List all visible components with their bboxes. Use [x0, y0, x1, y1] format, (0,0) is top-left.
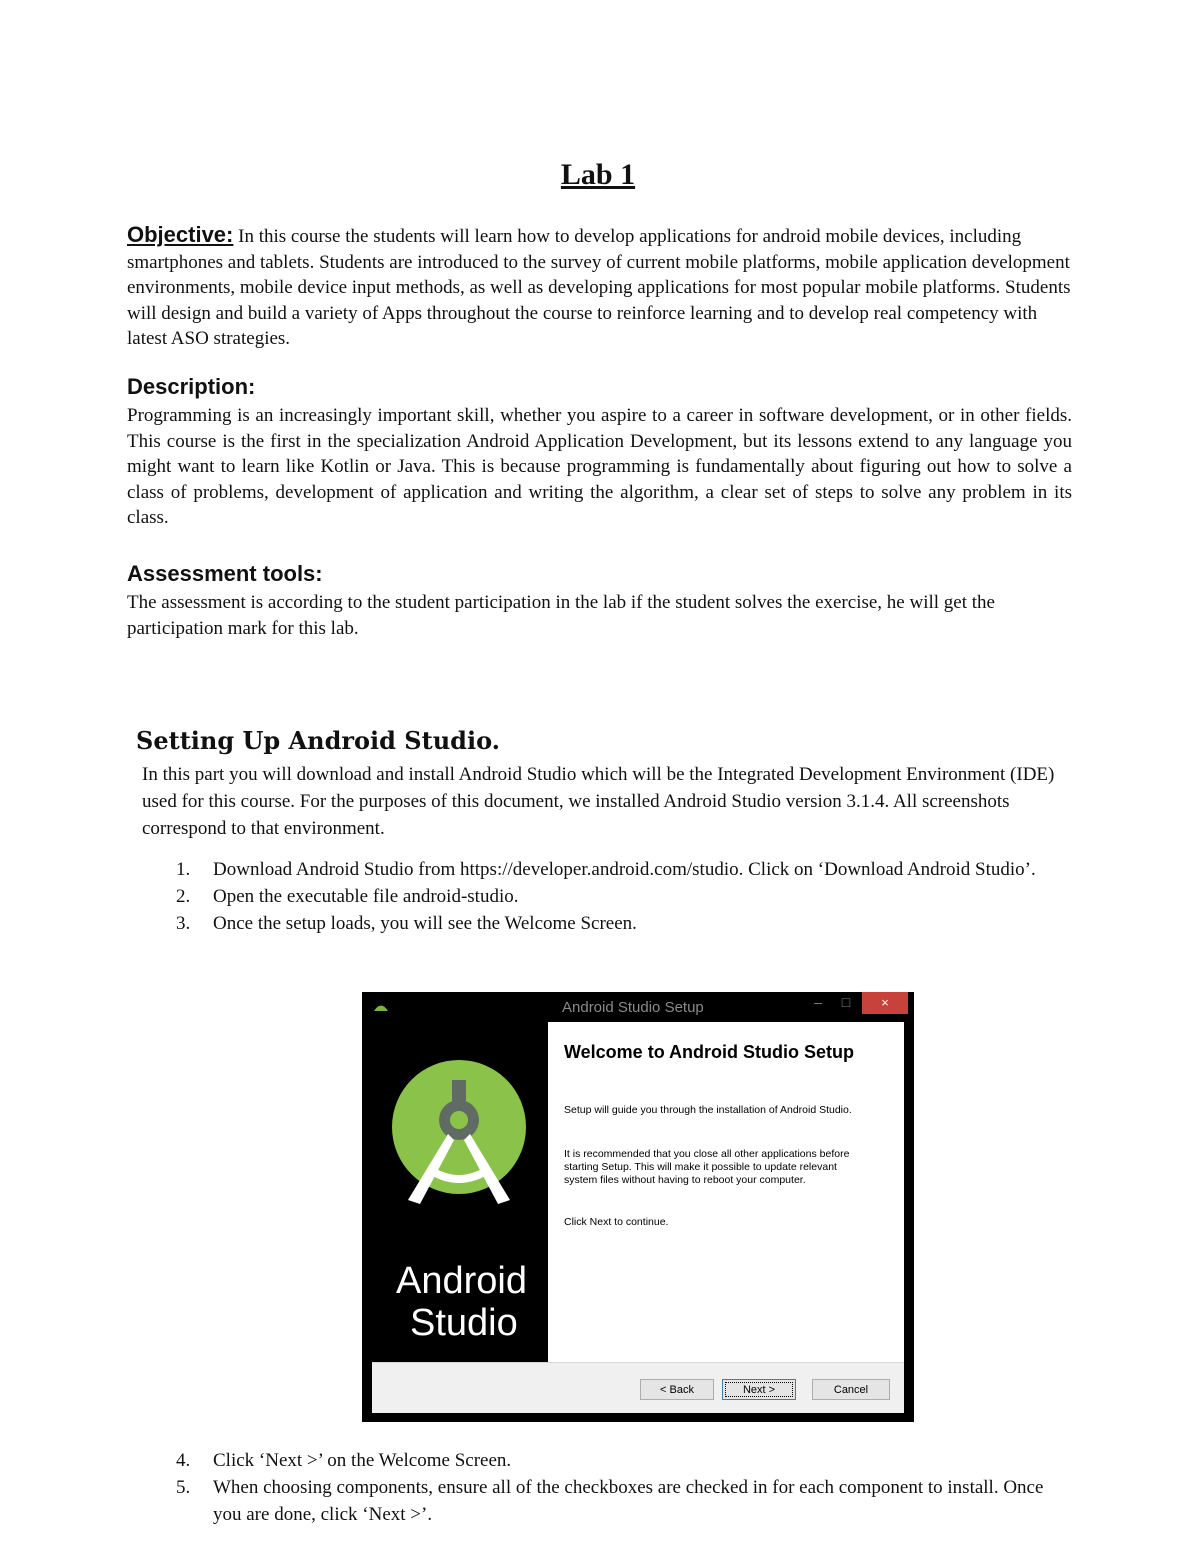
description-text: Programming is an increasingly important skill, whether you aspire to a career in software development, or in other fields. This course is the first in the specialization Android Application Development, but its lessons extend to any language you might want to learn like Kotlin or Java. This is because programming is fundamentally about figuring out how to solve a class of problems, development of application and writing the algorithm, a clear set of steps to solve any problem in its class. — [127, 405, 1072, 528]
installer-right-panel — [548, 1022, 904, 1362]
page-title: Lab 1 — [560, 158, 636, 191]
list-item — [176, 856, 1056, 883]
step-number: 5. — [176, 1477, 191, 1498]
steps-list-a — [176, 856, 1056, 937]
welcome-title: Welcome to Android Studio Setup — [564, 1042, 854, 1062]
assessment-heading: Assessment tools: — [127, 561, 323, 586]
recommendation-text: It is recommended that you close all other applications before starting Setup. This will make it possible to update relevant system files without having to reboot your computer. — [564, 1148, 850, 1186]
window-titlebar — [362, 992, 914, 1022]
close-button[interactable]: × — [862, 992, 908, 1014]
assessment-text: The assessment is according to the student participation in the lab if the student solves the exercise, he will get the participation mark for this lab. — [127, 592, 995, 639]
step-number: 1. — [176, 859, 191, 880]
steps-list-b — [176, 1447, 1056, 1528]
continue-text: Click Next to continue. — [564, 1216, 669, 1228]
objective-text: In this course the students will learn how to develop applications for android mobile devices, including smartphones and tablets. Students are introduced to the survey of current mobile platforms, mobile application development environments, mobile device input methods, as well as developing applications for most popular mobile platforms. Students will design and build a variety of Apps throughout the course to reinforce learning and to develop real competency with latest ASO strategies. — [127, 226, 1071, 349]
installer-screenshot — [362, 992, 914, 1422]
logo-line-2: Studio — [410, 1302, 518, 1344]
list-item — [176, 1474, 1056, 1528]
setup-guide-text: Setup will guide you through the installation of Android Studio. — [564, 1104, 852, 1116]
minimize-button[interactable]: – — [814, 994, 822, 1010]
step-number: 4. — [176, 1450, 191, 1471]
description-heading: Description: — [127, 374, 256, 399]
installer-left-panel — [372, 1022, 548, 1362]
window-title: Android Studio Setup — [562, 999, 704, 1016]
android-robot-icon — [372, 1000, 390, 1012]
list-item — [176, 1447, 1056, 1474]
step-number: 3. — [176, 913, 191, 934]
list-item — [176, 883, 1056, 910]
cancel-button[interactable]: Cancel — [812, 1379, 890, 1400]
next-button[interactable]: Next > — [722, 1379, 796, 1400]
step-text: Click ‘Next >’ on the Welcome Screen. — [213, 1450, 512, 1471]
objective-paragraph — [127, 222, 1072, 352]
setup-intro: In this part you will download and install Android Studio which will be the Integrated Development Environment (IDE) used for this course. For the purposes of this document, we installed Android Studio version 3.1.4. All screenshots correspond to that environment. — [142, 764, 1055, 839]
objective-label: Objective: — [127, 222, 234, 247]
step-text: Once the setup loads, you will see the Welcome Screen. — [213, 913, 637, 934]
logo-line-1: Android — [396, 1260, 527, 1302]
step-text: Download Android Studio from https://developer.android.com/studio. Click on ‘Download Android Studio’. — [213, 859, 1036, 880]
step-number: 2. — [176, 886, 191, 907]
android-studio-logo-icon — [390, 1060, 530, 1210]
step-text: Open the executable file android-studio. — [213, 886, 519, 907]
installer-button-bar — [372, 1362, 904, 1413]
step-text: When choosing components, ensure all of the checkboxes are checked in for each component to install. Once you are done, click ‘Next >’. — [213, 1477, 1044, 1525]
back-button[interactable]: < Back — [640, 1379, 714, 1400]
maximize-button[interactable]: □ — [841, 994, 851, 1010]
setup-heading: Setting Up Android Studio. — [136, 726, 501, 755]
list-item — [176, 910, 1056, 937]
